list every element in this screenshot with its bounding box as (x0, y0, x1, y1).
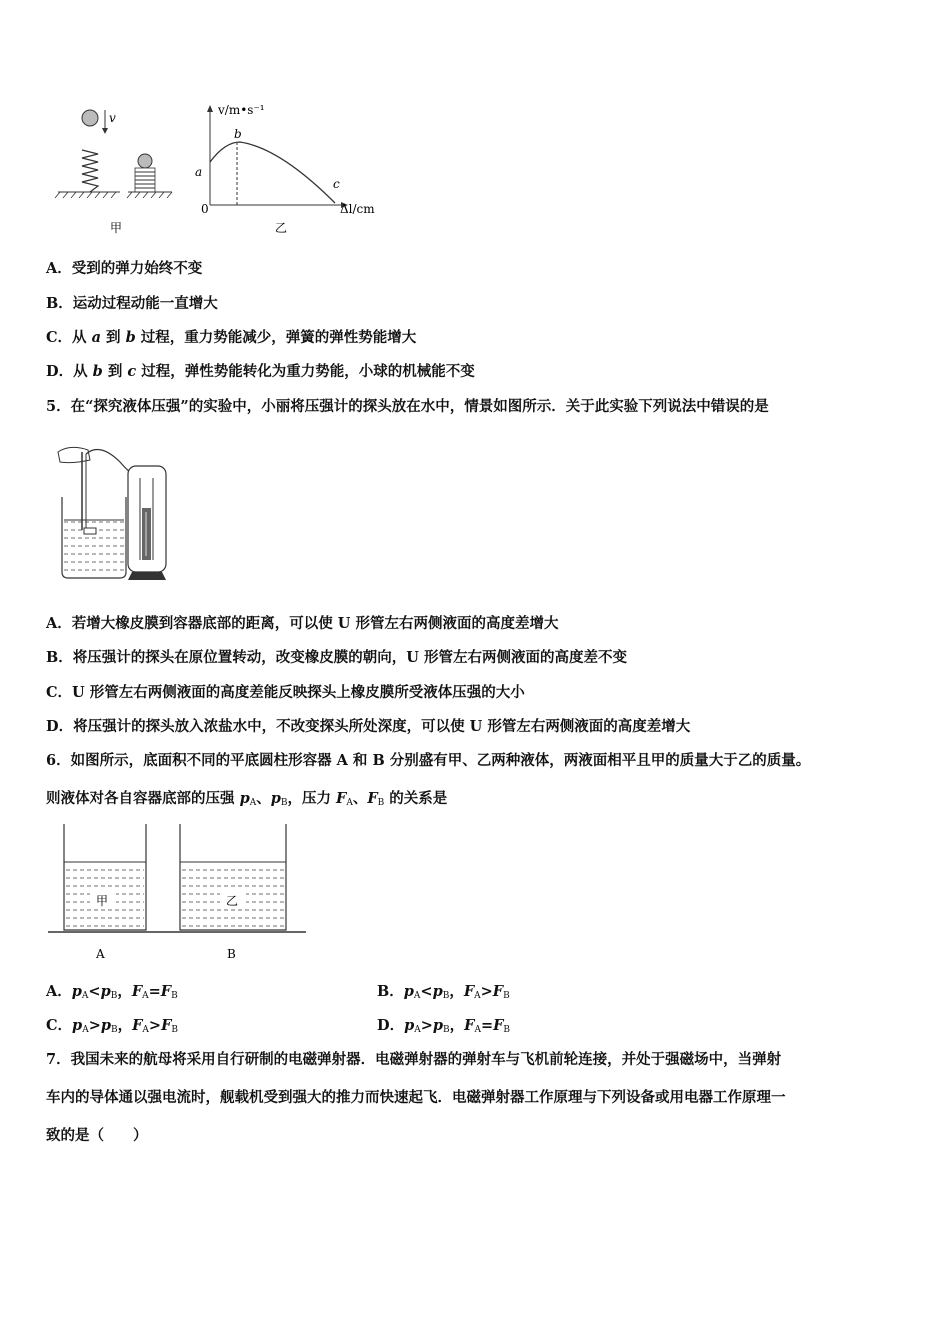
container-a-label: A (96, 947, 105, 961)
q4-option-a: A．受到的弹力始终不变 (46, 260, 203, 277)
q4-option-c: C．从 a 到 b 过程，重力势能减少，弹簧的弹性势能增大 (46, 329, 417, 346)
q5-option-c: C．U 形管左右两侧液面的高度差能反映探头上橡皮膜所受液体压强的大小 (46, 684, 525, 701)
v-arrow-label: v (109, 111, 116, 125)
q7-line-1: 7．我国未来的航母将采用自行研制的电磁弹射器．电磁弹射器的弹射车与飞机前轮连接，并处于强磁场中，当弹射 (46, 1051, 782, 1068)
figure-pressure-gauge (50, 442, 180, 584)
q6-option-a: A．$p_A<p_B$，$F_A=F_B$ (46, 983, 178, 1001)
q5-option-d: D．将压强计的探头放入浓盐水中，不改变探头所处深度，可以使 U 形管左右两侧液面的高度差增大 (46, 718, 691, 735)
ball-icon (82, 110, 98, 126)
q6-option-c: C．$p_A>p_B$，$F_A>F_B$ (46, 1017, 178, 1035)
label-jia: 甲 (110, 221, 123, 235)
q4-option-b: B．运动过程动能一直增大 (46, 295, 218, 312)
q7-line-2: 车内的导体通以强电流时，舰载机受到强大的推力而快速起飞．电磁弹射器工作原理与下列设备或用电器工作原理一 (46, 1089, 786, 1106)
point-a: a (195, 165, 203, 179)
q5-option-a: A．若增大橡皮膜到容器底部的距离，可以使 U 形管左右两侧液面的高度差增大 (46, 615, 559, 632)
liquid-b-label: 乙 (226, 894, 239, 908)
q6-stem-1: 6．如图所示，底面积不同的平底圆柱形容器 A 和 B 分别盛有甲、乙两种液体，两液面相平且甲的质量大于乙的质量。 (46, 752, 811, 769)
q7-line-3: 致的是（ ） (46, 1127, 148, 1144)
q6-stem-2: 则液体对各自容器底部的压强 $p_A$、$p_B$，压力 $F_A$、$F_B$ 的关系是 (46, 790, 448, 808)
figure-containers (44, 822, 314, 967)
liquid-a-label: 甲 (96, 894, 109, 908)
y-axis-label: v/m•s⁻¹ (218, 103, 265, 117)
point-b: b (234, 127, 242, 141)
q4-option-d: D．从 b 到 c 过程，弹性势能转化为重力势能，小球的机械能不变 (46, 363, 475, 380)
q5-stem: 5．在“探究液体压强”的实验中，小丽将压强计的探头放在水中，情景如图所示．关于此实验下列说法中错误的是 (46, 398, 769, 415)
q6-option-d: D．$p_A>p_B$，$F_A=F_B$ (377, 1017, 511, 1035)
origin-label: 0 (201, 202, 209, 216)
q5-option-b: B．将压强计的探头在原位置转动，改变橡皮膜的朝向，U 形管左右两侧液面的高度差不变 (46, 649, 627, 666)
container-b-label: B (227, 947, 236, 961)
point-c: c (333, 177, 340, 191)
figure-spring-velocity (50, 100, 390, 240)
label-yi: 乙 (275, 221, 288, 235)
q6-option-b: B．$p_A<p_B$，$F_A>F_B$ (377, 983, 510, 1001)
x-axis-label: Δl/cm (340, 202, 375, 216)
